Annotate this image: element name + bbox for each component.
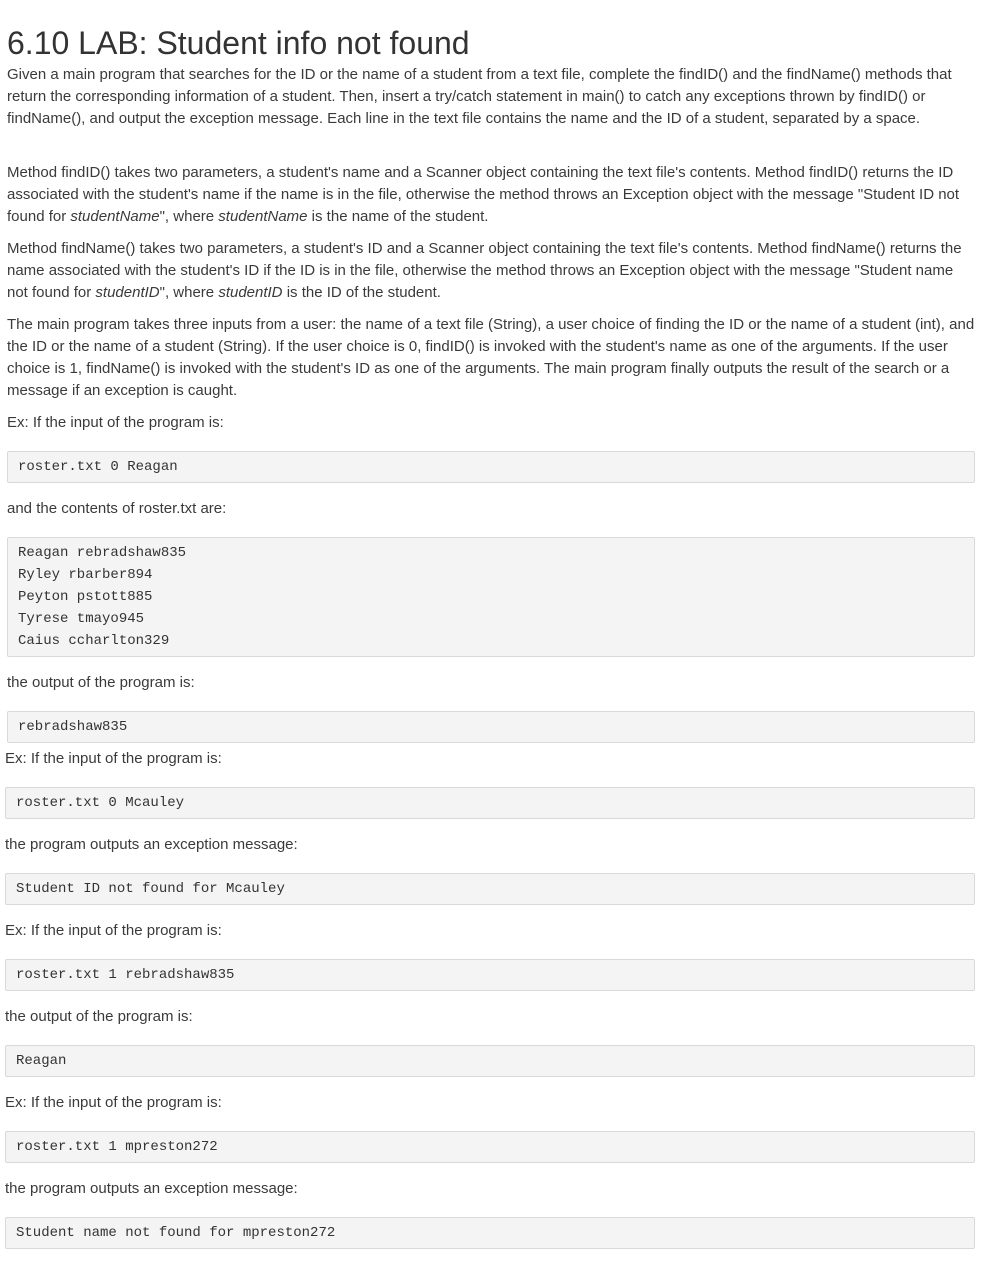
findid-var-2: studentName — [218, 208, 308, 225]
roster-line: Caius ccharlton329 — [18, 633, 170, 649]
example-3-output: Reagan — [16, 1053, 67, 1069]
findname-text-a: Method findName() takes two parameters, a student's ID and a Scanner object containing the text file's contents. Method findName() returns the name associated with the student's ID if the ID is in the file, otherwise the method throws an Exception object with the message "Student name not found for — [7, 240, 962, 301]
page-title: 6.10 LAB: Student info not found — [7, 25, 470, 62]
roster-line: Peyton pstott885 — [18, 589, 153, 605]
example-1-output-box — [7, 711, 975, 743]
example-2-input-label: Ex: If the input of the program is: — [5, 750, 222, 767]
findid-text-a: Method findID() takes two parameters, a student's name and a Scanner object containing the text file's contents. Method findID() returns the ID associated with the student's name if the name is in the file, otherwise the method throws an Exception object with the message "Student ID not found for — [7, 164, 960, 225]
example-2-output-box — [5, 873, 975, 905]
example-2-output: Student ID not found for Mcauley — [16, 881, 285, 897]
findname-text-b: ", where — [159, 284, 219, 301]
findname-text-c: is the ID of the student. — [282, 284, 441, 301]
roster-line: Ryley rbarber894 — [18, 567, 153, 583]
example-1-input-label: Ex: If the input of the program is: — [7, 414, 224, 431]
findid-paragraph — [7, 162, 977, 228]
example-3-input-label: Ex: If the input of the program is: — [5, 922, 222, 939]
intro-paragraph: Given a main program that searches for the ID or the name of a student from a text file, complete the findID() and the findName() methods that return the corresponding information of a student. Then, insert a try/catch statement in main() to catch any exceptions thrown by findID() or findName(), and output the exception message. Each line in the text file contains the name and the ID of a student, separated by a space. — [7, 66, 952, 127]
example-3-input-box — [5, 959, 975, 991]
example-4-output-box — [5, 1217, 975, 1249]
findid-var-1: studentName — [70, 208, 160, 225]
findname-paragraph — [7, 238, 977, 304]
roster-line: Reagan rebradshaw835 — [18, 545, 187, 561]
findid-text-c: is the name of the student. — [307, 208, 489, 225]
findid-text-b: ", where — [159, 208, 219, 225]
example-2-input: roster.txt 0 Mcauley — [16, 795, 185, 811]
example-2-exception-label: the program outputs an exception message: — [5, 836, 298, 853]
example-2-input-box — [5, 787, 975, 819]
example-1-output: rebradshaw835 — [18, 719, 128, 735]
example-4-input-box — [5, 1131, 975, 1163]
example-3-output-label: the output of the program is: — [5, 1008, 193, 1025]
example-4-input-label: Ex: If the input of the program is: — [5, 1094, 222, 1111]
example-3-input: roster.txt 1 rebradshaw835 — [16, 967, 235, 983]
example-4-output: Student name not found for mpreston272 — [16, 1225, 336, 1241]
roster-line: Tyrese tmayo945 — [18, 611, 145, 627]
findname-var-1: studentID — [95, 284, 160, 301]
roster-contents-label: and the contents of roster.txt are: — [7, 500, 227, 517]
example-1-output-label: the output of the program is: — [7, 674, 195, 691]
example-3-output-box — [5, 1045, 975, 1077]
main-description-paragraph: The main program takes three inputs from a user: the name of a text file (String), a user choice of finding the ID or the name of a student (int), and the ID or the name of a student (String). If the user choice is 0, findID() is invoked with the student's name as one of the arguments. If the user choice is 1, findName() is invoked with the student's ID as one of the arguments. The main program finally outputs the result of the search or a message if an exception is caught. — [7, 316, 975, 399]
roster-contents-box — [7, 537, 975, 657]
example-1-input-box — [7, 451, 975, 483]
example-4-exception-label: the program outputs an exception message: — [5, 1180, 298, 1197]
example-1-input: roster.txt 0 Reagan — [18, 459, 178, 475]
findname-var-2: studentID — [218, 284, 283, 301]
example-4-input: roster.txt 1 mpreston272 — [16, 1139, 218, 1155]
